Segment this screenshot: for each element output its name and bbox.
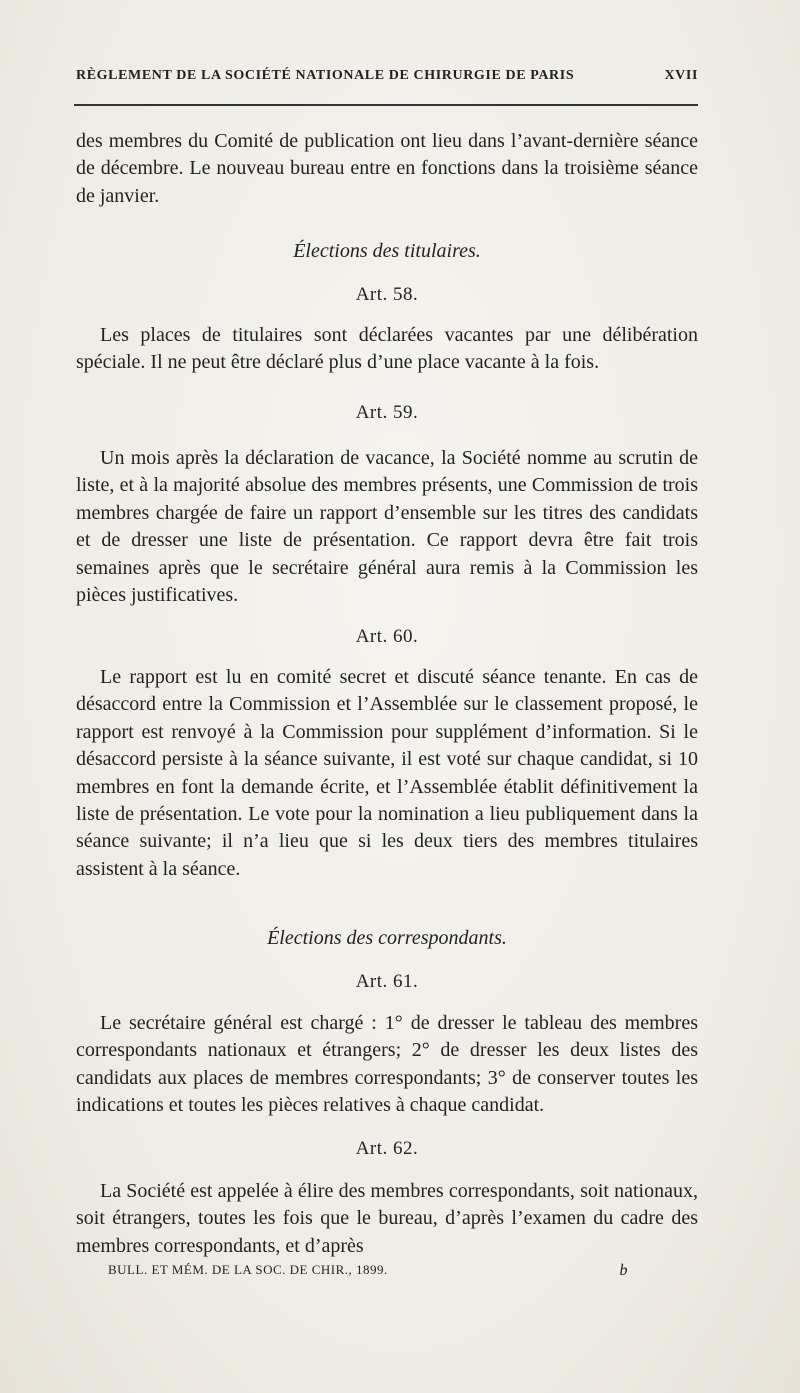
article-59-text: Un mois après la déclaration de vacance, la Société nomme au scrutin de liste, et à la majorité absolue des membres présents, une Commission de trois membres chargée de faire un rapport d’ensemble sur les titres des candidats et de dresser une liste de présentation. Ce rapport devra être fait trois semaines après que le secrétaire général aura remis à la Commission les pièces justificatives. bbox=[76, 447, 698, 607]
header-rule bbox=[74, 104, 698, 106]
article-61-text: Le secrétaire général est chargé : 1° de dresser le tableau des membres correspondants nationaux et étrangers; 2° de dresser les deux listes des candidats aux places de membres correspondants; 3° de conserver toutes les indications et toutes les pièces relatives à chaque candidat. bbox=[76, 1012, 698, 1117]
article-60-text: Le rapport est lu en comité secret et discuté séance tenante. En cas de désaccord entre la Commission et l’Assemblée sur le classement proposé, le rapport est renvoyé à la Commission pour supplément d’information. Si le désaccord persiste à la séance suivante, il est voté sur chaque candidat, si 10 membres en font la demande écrite, et l’Assemblée établit définitivement la liste de présentation. Le vote pour la nomination a lieu publiquement dans la séance suivante; il n’a lieu que si les deux tiers des membres titulaires assistent à la séance. bbox=[76, 666, 698, 880]
article-62-text: La Société est appelée à élire des membres correspondants, soit nationaux, soit étrangers, toutes les fois que le bureau, d’après l’examen du cadre des membres correspondants, et d’après bbox=[76, 1180, 698, 1257]
article-58-text: Les places de titulaires sont déclarées vacantes par une délibération spéciale. Il ne peut être déclaré plus d’une place vacante à la fois. bbox=[76, 324, 698, 374]
article-59-label: Art. 59. bbox=[355, 402, 419, 423]
section-heading-correspondants: Élections des correspondants. bbox=[267, 927, 507, 949]
page-number: XVII bbox=[664, 68, 698, 83]
running-header bbox=[76, 68, 698, 84]
signature-mark: b bbox=[619, 1262, 628, 1279]
footer-source: BULL. ET MÉM. DE LA SOC. DE CHIR., 1899. bbox=[108, 1262, 388, 1277]
article-61-label: Art. 61. bbox=[355, 971, 419, 992]
page-footer bbox=[108, 1262, 628, 1280]
article-60-label: Art. 60. bbox=[355, 626, 419, 647]
running-title: RÈGLEMENT DE LA SOCIÉTÉ NATIONALE DE CHIRURGIE DE PARIS bbox=[76, 68, 575, 83]
article-58-label: Art. 58. bbox=[355, 284, 419, 305]
article-62-label: Art. 62. bbox=[355, 1138, 419, 1159]
section-heading-titulaires: Élections des titulaires. bbox=[293, 240, 481, 262]
continuation-paragraph: des membres du Comité de publication ont lieu dans l’avant-dernière séance de décembre. Le nouveau bureau entre en fonctions dans la troisième séance de janvier. bbox=[76, 130, 698, 207]
